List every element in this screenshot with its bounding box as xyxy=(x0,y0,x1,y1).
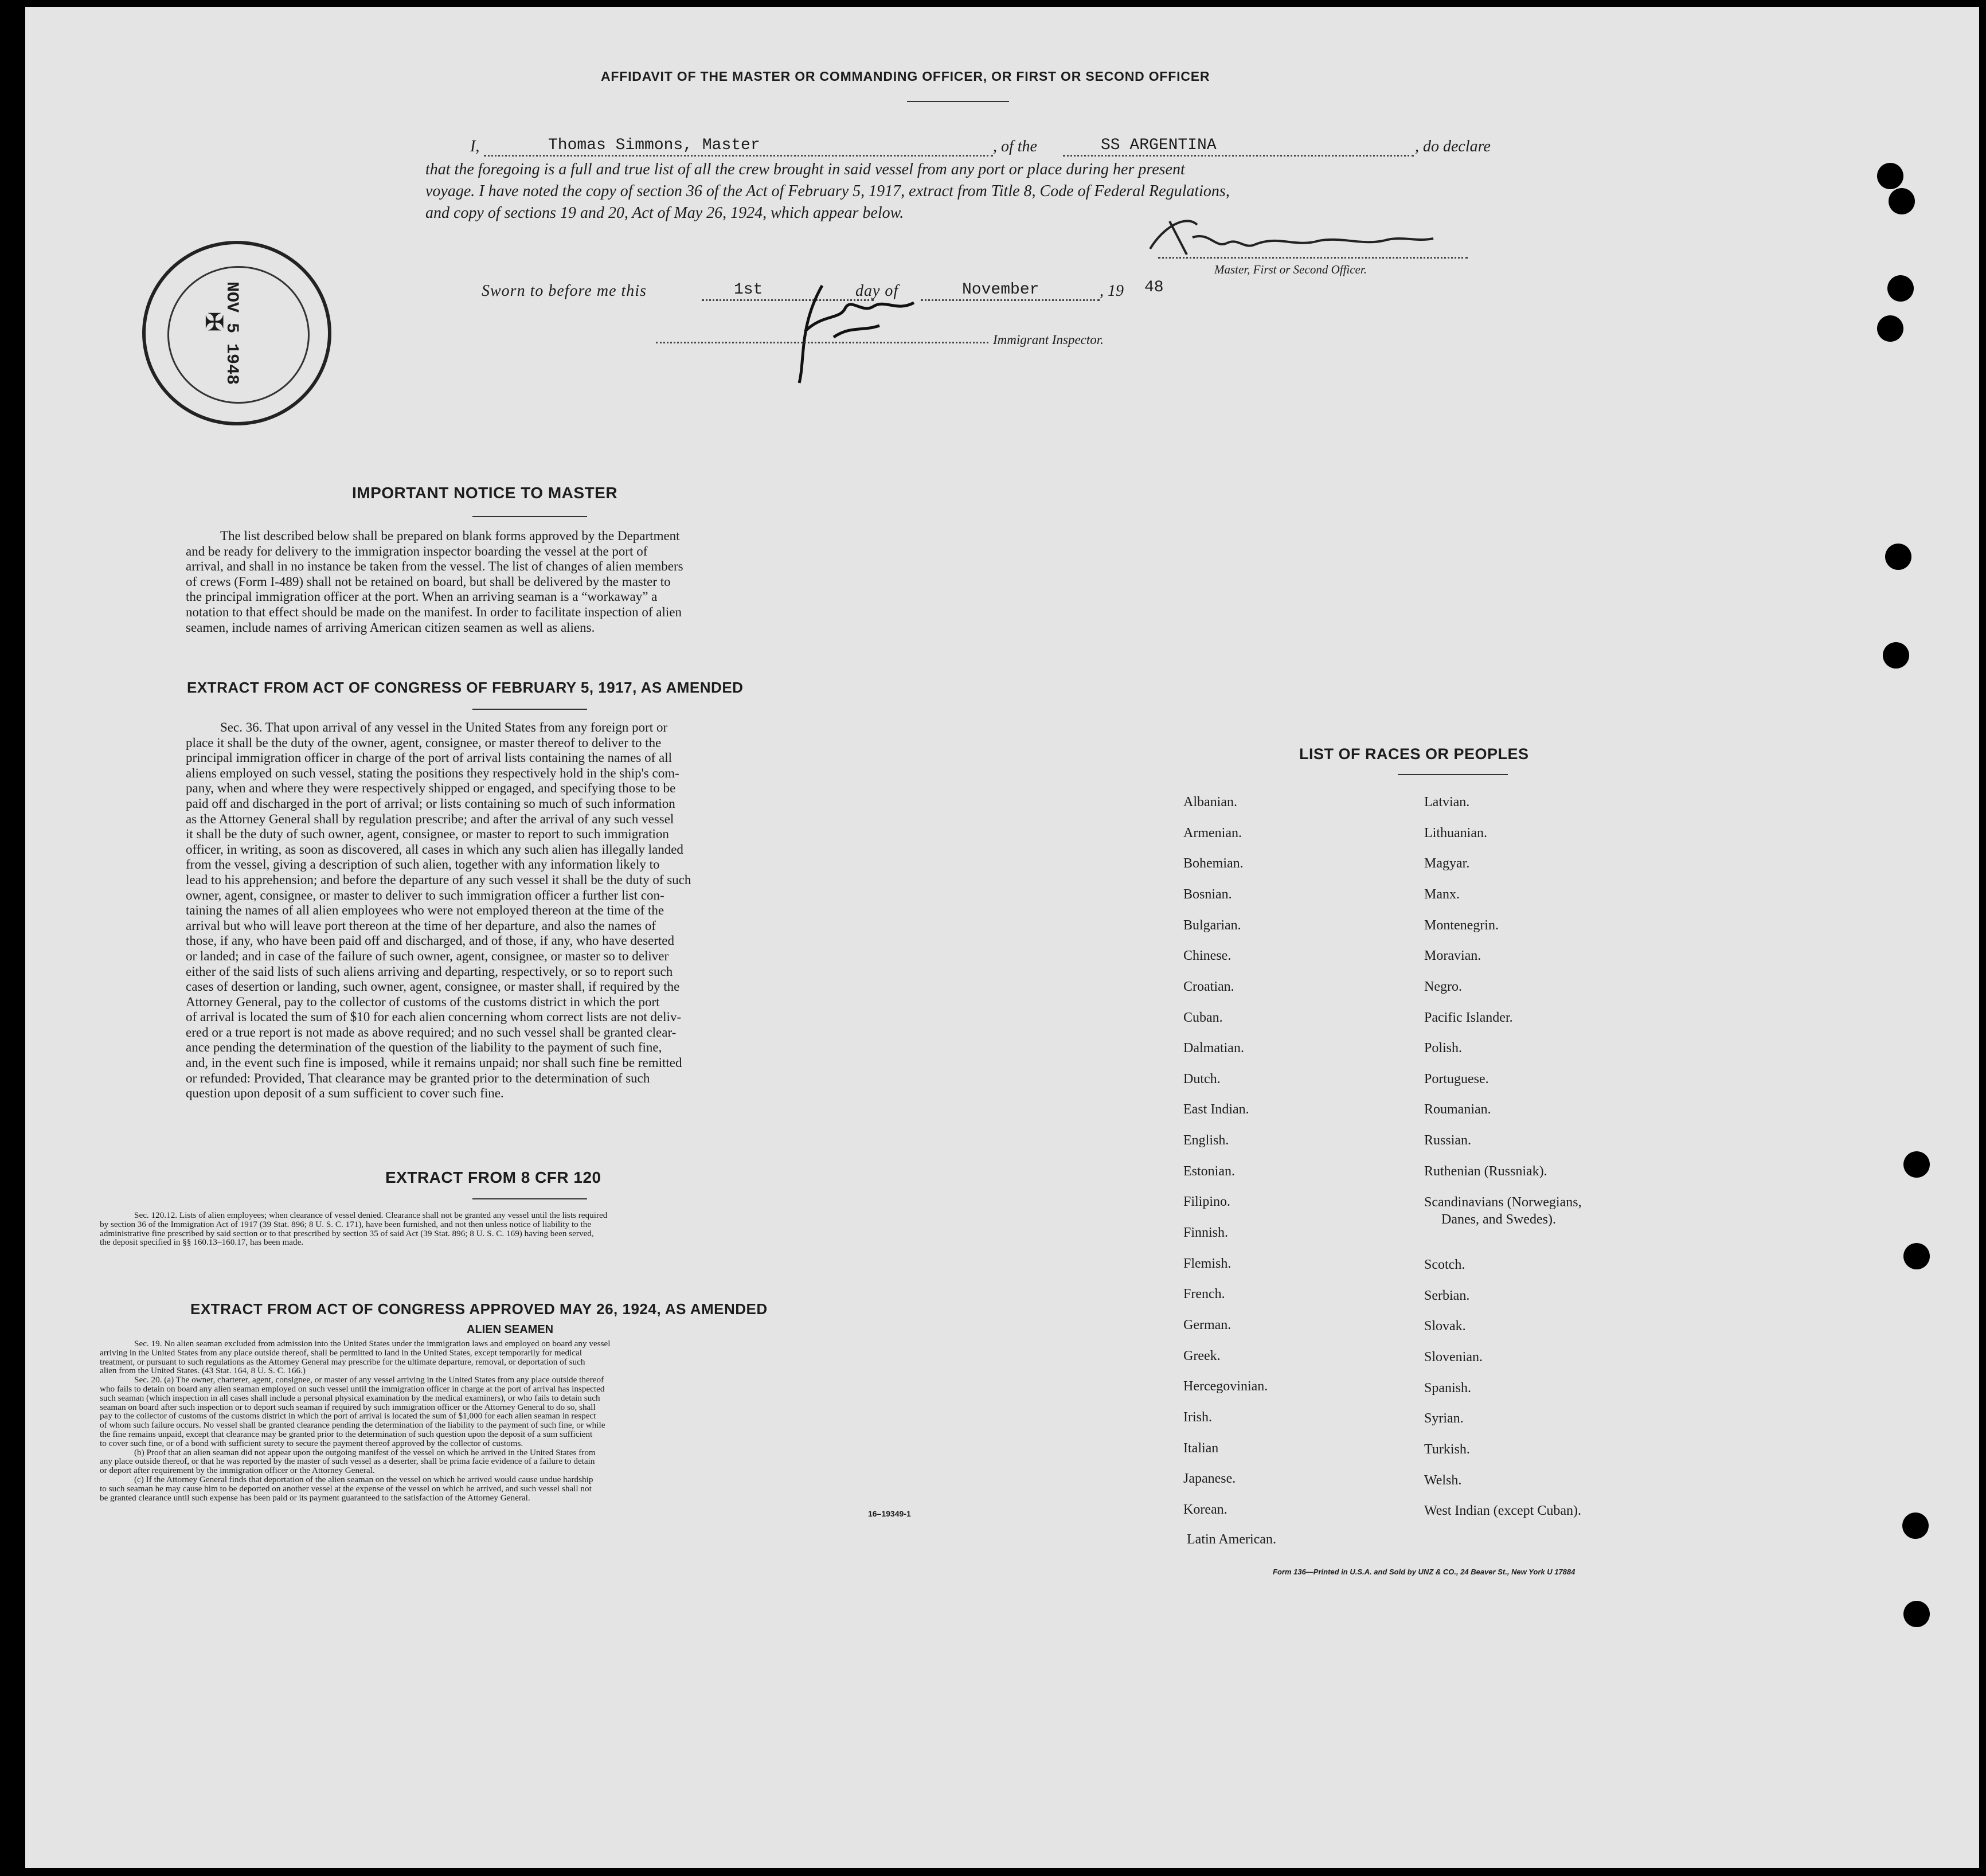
affidavit-title: AFFIDAVIT OF THE MASTER OR COMMANDING OFFICER, OR FIRST OR SECOND OFFICER xyxy=(601,69,1210,84)
master-signature-line xyxy=(1158,257,1468,259)
extract-1924-line: of whom such failure occurs. No vessel shall be granted clearance pending the determination of the liability to the payment of such fine, or while xyxy=(100,1420,605,1431)
cfr-title-rule xyxy=(472,1198,587,1199)
race-item: Slovak. xyxy=(1424,1319,1466,1334)
race-item: Bulgarian. xyxy=(1183,918,1241,933)
affidavit-body-line-3: and copy of sections 19 and 20, Act of May 26, 1924, which appear below. xyxy=(425,204,904,222)
inspector-caption: Immigrant Inspector. xyxy=(993,333,1104,347)
extract-1917-title: EXTRACT FROM ACT OF CONGRESS OF FEBRUARY 5, 1917, AS AMENDED xyxy=(187,679,744,696)
races-title-rule xyxy=(1398,774,1508,775)
vessel-name: SS ARGENTINA xyxy=(1101,136,1217,154)
extract-1924-line: such seaman (which inspection in all cases shall include a personal physical examination by the medical examiners), or who fails to detain such xyxy=(100,1393,600,1403)
race-item: Turkish. xyxy=(1424,1442,1470,1457)
race-item: Greek. xyxy=(1183,1349,1221,1363)
notice-body xyxy=(186,529,857,635)
document-page xyxy=(25,7,1979,1868)
binder-hole xyxy=(1889,188,1915,214)
race-item: Serbian. xyxy=(1424,1288,1470,1303)
race-item: French. xyxy=(1183,1287,1225,1302)
race-item: Ruthenian (Russniak). xyxy=(1424,1164,1547,1179)
extract-1917-line: arrival but who will leave port thereon at the time of her departure, and also the names of xyxy=(186,918,656,933)
extract-1917-line: officer, in writing, as soon as discovered, all cases in which any such alien has illegally landed xyxy=(186,842,683,857)
race-item: Magyar. xyxy=(1424,856,1470,871)
race-item: Bosnian. xyxy=(1183,887,1232,902)
race-item: Portuguese. xyxy=(1424,1072,1489,1086)
notice-line: the principal immigration officer at the port. When an arriving seaman is a “workaway” a xyxy=(186,589,658,604)
race-item: Lithuanian. xyxy=(1424,826,1487,841)
binder-hole xyxy=(1877,315,1903,342)
master-signature-caption: Master, First or Second Officer. xyxy=(1214,263,1367,276)
race-item: Moravian. xyxy=(1424,948,1481,963)
extract-1924-line: (b) Proof that an alien seaman did not appear upon the outgoing manifest of the vessel on which he arrived in the United States from xyxy=(134,1447,596,1457)
extract-1924-line: treatment, or pursuant to such regulations as the Attorney General may prescribe for the ultimate departure, removal, or deportation of such xyxy=(100,1357,585,1367)
date-stamp-emblem-icon: ✠ xyxy=(202,311,229,332)
extract-1917-line: ered or a true report is not made as above required; and no such vessel shall be granted clear- xyxy=(186,1025,677,1039)
notice-line: of crews (Form I-489) shall not be retained on board, but shall be delivered by the master to xyxy=(186,574,671,589)
race-item: Manx. xyxy=(1424,887,1460,902)
cfr-line: Sec. 120.12. Lists of alien employees; when clearance of vessel denied. Clearance shall not be granted any vessel until the lists required xyxy=(134,1210,608,1220)
race-item: Korean. xyxy=(1183,1502,1227,1517)
sworn-day-of: day of xyxy=(855,282,899,300)
extract-1924-line: who fails to detain on board any alien seaman employed on such vessel until the immigration officer in charge at the port of arrival has inspected xyxy=(100,1383,605,1394)
race-item: Latin American. xyxy=(1187,1532,1276,1547)
binder-hole xyxy=(1883,642,1909,669)
extract-1917-line: Attorney General, pay to the collector of customs of the customs district in which the port xyxy=(186,994,660,1009)
sworn-year-suffix: 48 xyxy=(1144,279,1164,296)
race-item: West Indian (except Cuban). xyxy=(1424,1503,1581,1518)
cfr-body xyxy=(100,1211,953,1247)
cfr-title: EXTRACT FROM 8 CFR 120 xyxy=(385,1168,601,1186)
extract-1924-subtitle: ALIEN SEAMEN xyxy=(467,1323,554,1336)
sworn-month: November xyxy=(962,281,1039,299)
extract-1924-line: any place outside thereof, or that he was reported by the master of such vessel as a deserter, shall be prima facie evidence of a failure to detain xyxy=(100,1456,595,1467)
extract-1924-line: Sec. 19. No alien seaman excluded from admission into the United States under the immigration laws and employed on board any vessel xyxy=(134,1339,611,1349)
extract-1924-line: (c) If the Attorney General finds that deportation of the alien seaman on the vessel on which he arrived would cause undue hardship xyxy=(134,1474,593,1484)
affidavit-body-line-2: voyage. I have noted the copy of section 36 of the Act of February 5, 1917, extract from Title 8, Code of Federal Regulations, xyxy=(425,182,1230,200)
extract-1917-line: either of the said lists of such aliens arriving and departing, respectively, or so to report such xyxy=(186,964,673,979)
cfr-line: the deposit specified in §§ 160.13–160.17, has been made. xyxy=(100,1237,304,1248)
race-item: East Indian. xyxy=(1183,1102,1249,1117)
cfr-line: by section 36 of the Immigration Act of 1917 (39 Stat. 896; 8 U. S. C. 171), have been furnished, and not then unless notice of liability to the xyxy=(100,1219,592,1229)
race-item: Scandinavians (Norwegians, xyxy=(1424,1195,1582,1210)
extract-1917-line: of arrival is located the sum of $10 for each alien concerning whom correct lists are not deliv- xyxy=(186,1010,682,1025)
race-item: Estonian. xyxy=(1183,1164,1235,1179)
extract-1924-line: pay to the collector of customs of the customs district in which the port of arrival is located the sum of $1,000 for each alien seaman in respect xyxy=(100,1411,596,1421)
extract-1924-line: seaman on board after such inspection or to deport such seaman if required by such immigration officer or the Attorney General to do so, shall xyxy=(100,1402,596,1412)
affidavit-do-declare: , do declare xyxy=(1415,138,1491,155)
sworn-day: 1st xyxy=(734,281,763,299)
sworn-prefix: Sworn to before me this xyxy=(482,282,647,300)
extract-1924-code: 16–19349-1 xyxy=(868,1509,911,1518)
binder-hole xyxy=(1902,1512,1929,1539)
extract-1917-rule xyxy=(472,709,587,710)
race-item: Finnish. xyxy=(1183,1225,1229,1240)
race-item: Albanian. xyxy=(1183,795,1237,810)
extract-1917-line: cases of desertion or landing, such owner, agent, consignee, or master shall, if required by the xyxy=(186,979,680,994)
race-item: Pacific Islander. xyxy=(1424,1010,1513,1025)
affidavit-i: I, xyxy=(470,138,480,155)
extract-1917-line: pany, when and where they were respectively shipped or engaged, and specifying those to be xyxy=(186,781,676,796)
race-item: Dutch. xyxy=(1183,1072,1221,1086)
race-item: Polish. xyxy=(1424,1041,1463,1056)
notice-line: and be ready for delivery to the immigration inspector boarding the vessel at the port of xyxy=(186,544,648,558)
notice-line: arrival, and shall in no instance be taken from the vessel. The list of changes of alien members xyxy=(186,559,683,574)
extract-1924-line: arriving in the United States from any place outside thereof, shall be permitted to land in the United States, except temporarily for medical xyxy=(100,1347,582,1358)
race-item: Russian. xyxy=(1424,1133,1472,1148)
race-item: Chinese. xyxy=(1183,948,1232,963)
extract-1917-line: question upon deposit of a sum sufficient to cover such fine. xyxy=(186,1086,504,1101)
date-stamp-date: NOV 5 1948 xyxy=(222,281,242,385)
binder-hole xyxy=(1903,1601,1930,1627)
binder-hole xyxy=(1903,1243,1930,1269)
extract-1917-line: ance pending the determination of the question of the liability to the payment of such fine, xyxy=(186,1040,662,1055)
cfr-line: administrative fine prescribed by said section or to that prescribed by section 35 of said Act (39 Stat. 896; 8 U. S. C. 169) having been served, xyxy=(100,1228,594,1238)
extract-1917-line: owner, agent, consignee, or master to deliver to such immigration officer a further list con- xyxy=(186,888,664,902)
race-item: Croatian. xyxy=(1183,979,1234,994)
race-item: Syrian. xyxy=(1424,1411,1464,1426)
notice-title-rule xyxy=(472,516,587,517)
race-item: Slovenian. xyxy=(1424,1350,1483,1365)
extract-1917-line: principal immigration officer in charge of the port of arrival lists containing the names of all xyxy=(186,751,672,765)
race-item: Danes, and Swedes). xyxy=(1441,1212,1556,1227)
binder-hole xyxy=(1877,163,1903,189)
inspector-signature xyxy=(765,274,948,389)
race-item: Filipino. xyxy=(1183,1194,1231,1209)
extract-1917-line: it shall be the duty of such owner, agent, consignee, or master to report to such immigration xyxy=(186,827,669,842)
race-item: Montenegrin. xyxy=(1424,918,1499,933)
race-item: Scotch. xyxy=(1424,1257,1465,1272)
race-item: Japanese. xyxy=(1183,1471,1236,1486)
race-item: English. xyxy=(1183,1133,1229,1148)
extract-1917-line: taining the names of all alien employees who were not employed thereon at the time of the xyxy=(186,903,664,918)
extract-1917-line: Sec. 36. That upon arrival of any vessel in the United States from any foreign port or xyxy=(220,720,668,734)
extract-1917-line: or landed; and in case of the failure of such owner, agent, consignee, or master so to deliver xyxy=(186,948,669,963)
extract-1924-title: EXTRACT FROM ACT OF CONGRESS APPROVED MAY 26, 1924, AS AMENDED xyxy=(190,1300,768,1318)
extract-1924-body xyxy=(100,1339,953,1502)
race-item: Cuban. xyxy=(1183,1010,1223,1025)
affidavit-body-line-1: that the foregoing is a full and true list of all the crew brought in said vessel from any port or place during her present xyxy=(425,161,1185,178)
master-name-line xyxy=(484,155,993,157)
race-item: Hercegovinian. xyxy=(1183,1379,1268,1394)
binder-hole xyxy=(1903,1151,1930,1178)
extract-1924-line: to such seaman he may cause him to be deported on another vessel at the expense of the vessel on which he arrived, and such vessel shall not xyxy=(100,1483,592,1494)
extract-1917-line: and, in the event such fine is imposed, while it remains unpaid; nor shall such fine be remitted xyxy=(186,1056,682,1070)
race-item: Irish. xyxy=(1183,1410,1212,1425)
notice-line: seamen, include names of arriving American citizen seamen as well as aliens. xyxy=(186,620,595,635)
race-item: German. xyxy=(1183,1318,1232,1332)
date-stamp xyxy=(142,241,331,425)
extract-1917-line: place it shall be the duty of the owner, agent, consignee, or master thereof to deliver to the xyxy=(186,735,662,750)
race-item: Dalmatian. xyxy=(1183,1041,1244,1056)
races-title: LIST OF RACES OR PEOPLES xyxy=(1299,745,1529,763)
binder-hole xyxy=(1887,275,1914,302)
race-item: Negro. xyxy=(1424,979,1462,994)
notice-title: IMPORTANT NOTICE TO MASTER xyxy=(352,484,618,502)
race-item: Bohemian. xyxy=(1183,856,1244,871)
race-item: Armenian. xyxy=(1183,826,1242,841)
extract-1917-line: as the Attorney General shall by regulation prescribe; and after the arrival of any such vessel xyxy=(186,811,674,826)
extract-1917-line: from the vessel, giving a description of such alien, together with any information likely to xyxy=(186,857,660,872)
form-footer: Form 136—Printed in U.S.A. and Sold by UNZ & CO., 24 Beaver St., New York U 17884 xyxy=(1273,1568,1575,1576)
notice-line: notation to that effect should be made on the manifest. In order to facilitate inspection of alien xyxy=(186,604,682,619)
master-name: Thomas Simmons, Master xyxy=(548,136,760,154)
inspector-signature-line xyxy=(656,342,988,343)
race-item: Italian xyxy=(1183,1441,1219,1456)
extract-1917-line: those, if any, who have been paid off and discharged, and of those, if any, who have deserted xyxy=(186,933,675,948)
title-rule xyxy=(907,101,1009,102)
extract-1924-line: alien from the United States. (43 Stat. 164, 8 U. S. C. 166.) xyxy=(100,1366,306,1376)
race-item: Roumanian. xyxy=(1424,1102,1491,1117)
sworn-year-prefix: , 19 xyxy=(1100,282,1124,300)
extract-1917-line: paid off and discharged in the port of arrival; or lists containing so much of such information xyxy=(186,796,675,811)
race-item: Flemish. xyxy=(1183,1256,1232,1271)
extract-1924-line: be granted clearance until such expense has been paid or its payment guaranteed to the satisfaction of the Attorney General. xyxy=(100,1492,530,1503)
extract-1924-line: to cover such fine, or of a bond with sufficient surety to secure the payment thereof approved by the collector of customs. xyxy=(100,1438,523,1448)
extract-1924-line: the fine remains unpaid, except that clearance may be granted prior to the determination of such question upon the deposit of a sum sufficient xyxy=(100,1429,593,1439)
race-item: Latvian. xyxy=(1424,795,1470,810)
notice-line: The list described below shall be prepared on blank forms approved by the Department xyxy=(220,529,680,543)
vessel-name-line xyxy=(1063,155,1414,157)
race-item: Welsh. xyxy=(1424,1473,1462,1488)
affidavit-of-the: , of the xyxy=(993,138,1037,155)
extract-1924-line: Sec. 20. (a) The owner, charterer, agent, consignee, or master of any vessel arriving in the United States from any place outside thereof xyxy=(134,1375,604,1385)
extract-1917-line: aliens employed on such vessel, stating the positions they respectively hold in the ship's com- xyxy=(186,765,679,780)
extract-1917-line: or refunded: Provided, That clearance may be granted prior to the determination of such xyxy=(186,1070,650,1085)
race-item: Spanish. xyxy=(1424,1381,1472,1396)
extract-1917-line: lead to his apprehension; and before the departure of any such vessel it shall be the duty of such xyxy=(186,872,691,887)
extract-1924-line: or deport after requirement by the immigration officer or the Attorney General. xyxy=(100,1465,375,1476)
extract-1917-body xyxy=(186,720,857,1101)
binder-hole xyxy=(1885,544,1911,570)
